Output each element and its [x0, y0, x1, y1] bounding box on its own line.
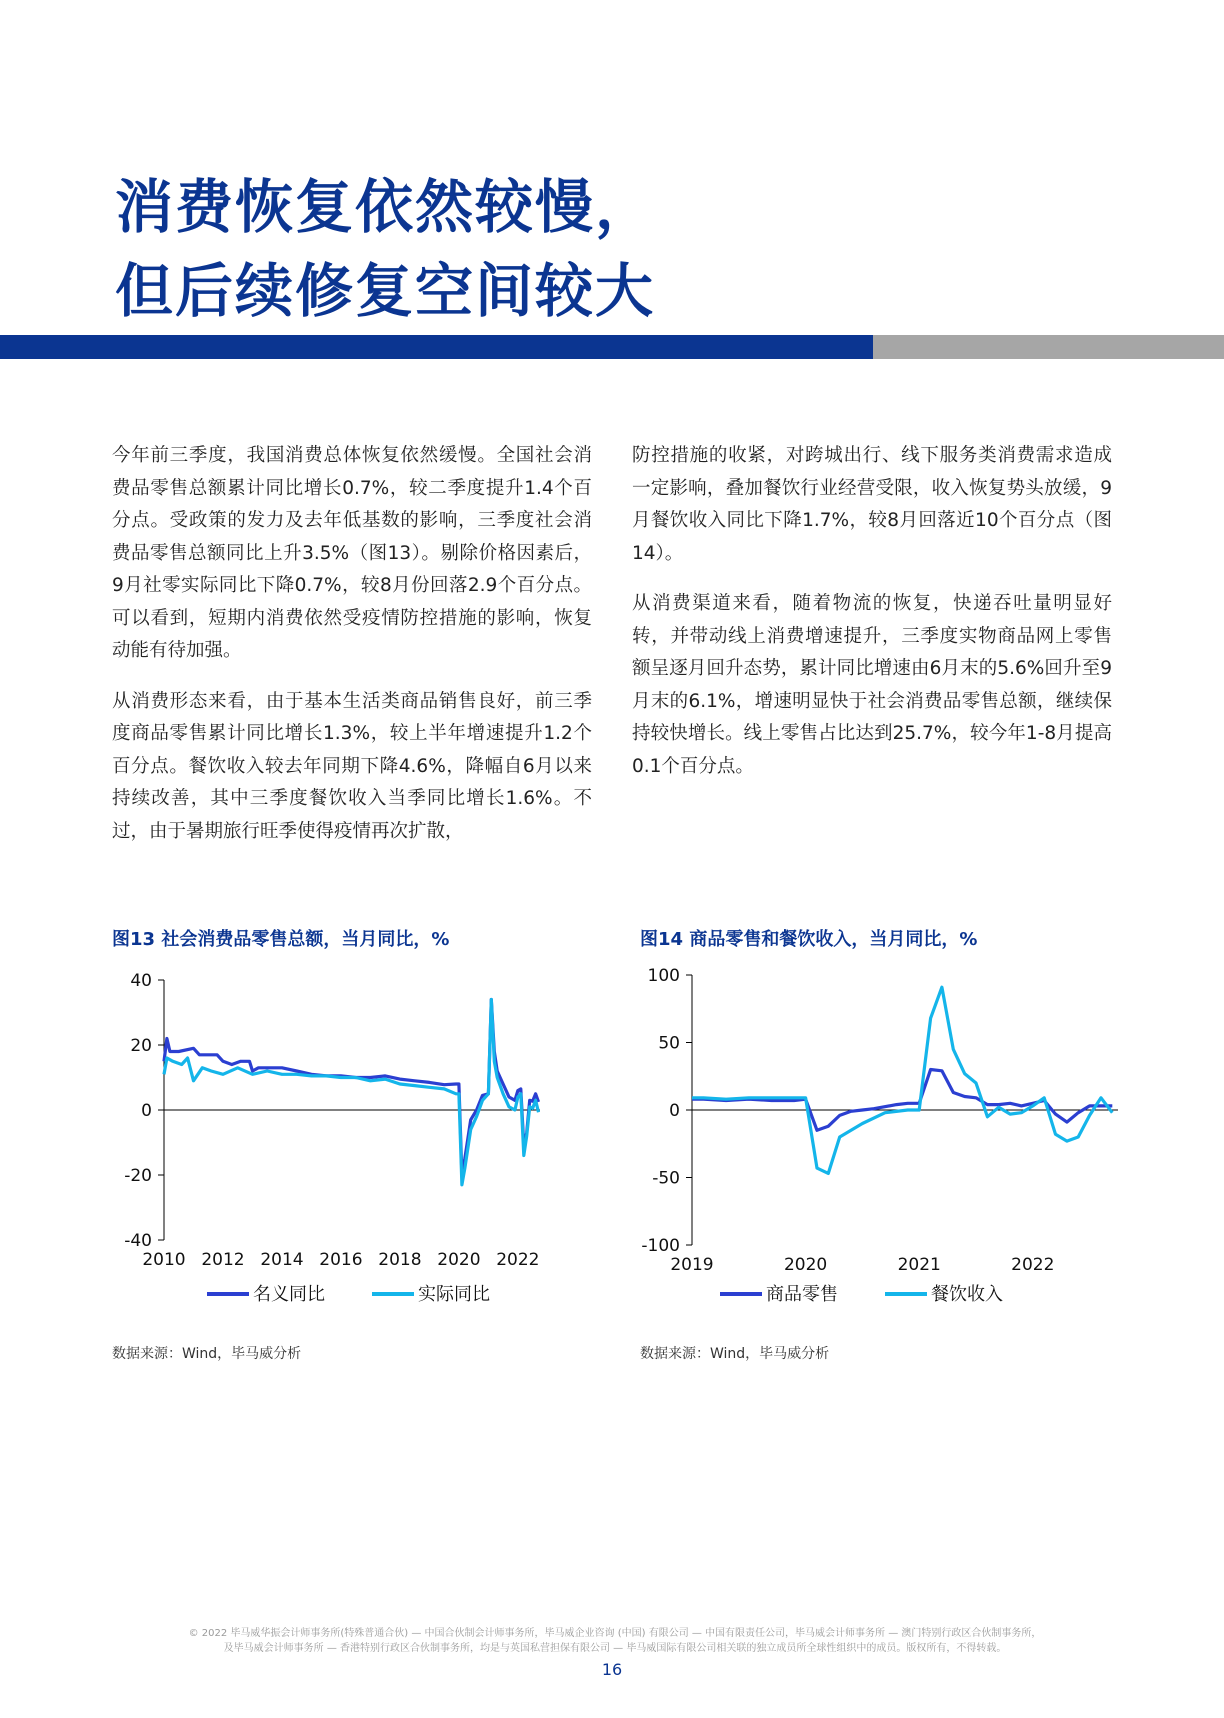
- y-tick-label: -50: [652, 1168, 680, 1189]
- series-line-2: [164, 1000, 539, 1185]
- x-tick-label: 2018: [378, 1250, 422, 1270]
- x-tick-label: 2016: [319, 1250, 363, 1270]
- paragraph: 从消费渠道来看，随着物流的恢复，快递吞吐量明显好转，并带动线上消费增速提升，三季度实物商品网上零售额呈逐月回升态势，累计同比增速由6月末的5.6%回升至9月末的6.1%，增速明显快于社会消费品零售总额，继续保持较快增长。线上零售占比达到25.7%，较今年1-8月提高0.1个百分点。: [632, 593, 1112, 777]
- x-tick-label: 2021: [897, 1255, 941, 1275]
- page-title-line1: 消费恢复依然较慢，: [115, 173, 656, 241]
- y-tick-label: 0: [141, 1101, 152, 1121]
- paragraph: 防控措施的收紧，对跨城出行、线下服务类消费需求造成一定影响，叠加餐饮行业经营受限，收入恢复势头放缓，9月餐饮收入同比下降1.7%，较8月回落近10个百分点（图14）。: [632, 445, 1112, 564]
- figure-14-source: 数据来源：Wind，毕马威分析: [640, 1346, 830, 1362]
- header-divider-gray: [873, 335, 1224, 359]
- page-title: [115, 165, 655, 333]
- paragraph: 今年前三季度，我国消费总体恢复依然缓慢。全国社会消费品零售总额累计同比增长0.7%，较二季度提升1.4个百分点。受政策的发力及去年低基数的影响，三季度社会消费品零售总额同比上升3.5%（图13）。剔除价格因素后，9月社零实际同比下降0.7%，较8月份回落2.9个百分点。可以看到，短期内消费依然受疫情防控措施的影响，恢复动能有待加强。: [112, 445, 592, 661]
- y-tick-label: -100: [641, 1236, 680, 1256]
- copyright-notice: [115, 1626, 1115, 1656]
- y-tick-label: 50: [658, 1033, 680, 1054]
- x-tick-label: 2020: [783, 1255, 828, 1275]
- y-tick-label: 0: [669, 1101, 680, 1121]
- figure-14-title: 图14 商品零售和餐饮收入，当月同比，%: [640, 929, 978, 950]
- y-tick-label: 40: [130, 971, 152, 991]
- legend-label: 实际同比: [418, 1284, 490, 1305]
- legend-label: 商品零售: [766, 1284, 838, 1305]
- x-tick-label: 2019: [670, 1255, 714, 1275]
- page-title-line2: 但后续修复空间较大: [115, 257, 656, 325]
- y-tick-label: -20: [124, 1166, 152, 1186]
- series-line-1: [164, 1000, 539, 1176]
- x-tick-label: 2014: [260, 1250, 304, 1270]
- paragraph: 从消费形态来看，由于基本生活类商品销售良好，前三季度商品零售累计同比增长1.3%，较上半年增速提升1.2个百分点。餐饮收入较去年同期下降4.6%，降幅自6月以来持续改善，其中三季度餐饮收入当季同比增长1.6%。不过，由于暑期旅行旺季使得疫情再次扩散，: [112, 690, 592, 842]
- figure-13-source: 数据来源：Wind，毕马威分析: [112, 1346, 302, 1362]
- body-column-left: [112, 440, 592, 866]
- figure-14-chart: [640, 960, 1140, 1320]
- copyright-line1: © 2022 毕马威华振会计师事务所(特殊普通合伙) — 中国合伙制会计师事务所，毕马威企业咨询 (中国) 有限公司 — 中国有限责任公司，毕马威会计师事务所 — 澳门特别行政区合伙制事务所，: [188, 1628, 1042, 1639]
- legend-label: 餐饮收入: [931, 1284, 1003, 1305]
- y-tick-label: -40: [124, 1231, 152, 1251]
- x-tick-label: 2020: [437, 1250, 481, 1270]
- legend-label: 名义同比: [253, 1284, 325, 1305]
- y-tick-label: 100: [647, 966, 680, 986]
- page-number: 16: [601, 1660, 623, 1679]
- figure-13-chart: [112, 960, 612, 1320]
- header-divider-blue: [0, 335, 873, 359]
- x-tick-label: 2022: [1011, 1255, 1055, 1275]
- series-line-1: [692, 1070, 1112, 1131]
- x-tick-label: 2022: [496, 1250, 540, 1270]
- y-tick-label: 20: [130, 1036, 152, 1056]
- body-column-right: [632, 440, 1112, 801]
- series-line-2: [692, 987, 1112, 1173]
- figure-13-title: 图13 社会消费品零售总额，当月同比，%: [112, 929, 450, 950]
- copyright-line2: 及毕马威会计师事务所 — 香港特别行政区合伙制事务所，均是与英国私营担保有限公司 — 毕马威国际有限公司相关联的独立成员所全球性组织中的成员。版权所有，不得转载。: [223, 1643, 1007, 1654]
- x-tick-label: 2010: [142, 1250, 186, 1270]
- x-tick-label: 2012: [201, 1250, 245, 1270]
